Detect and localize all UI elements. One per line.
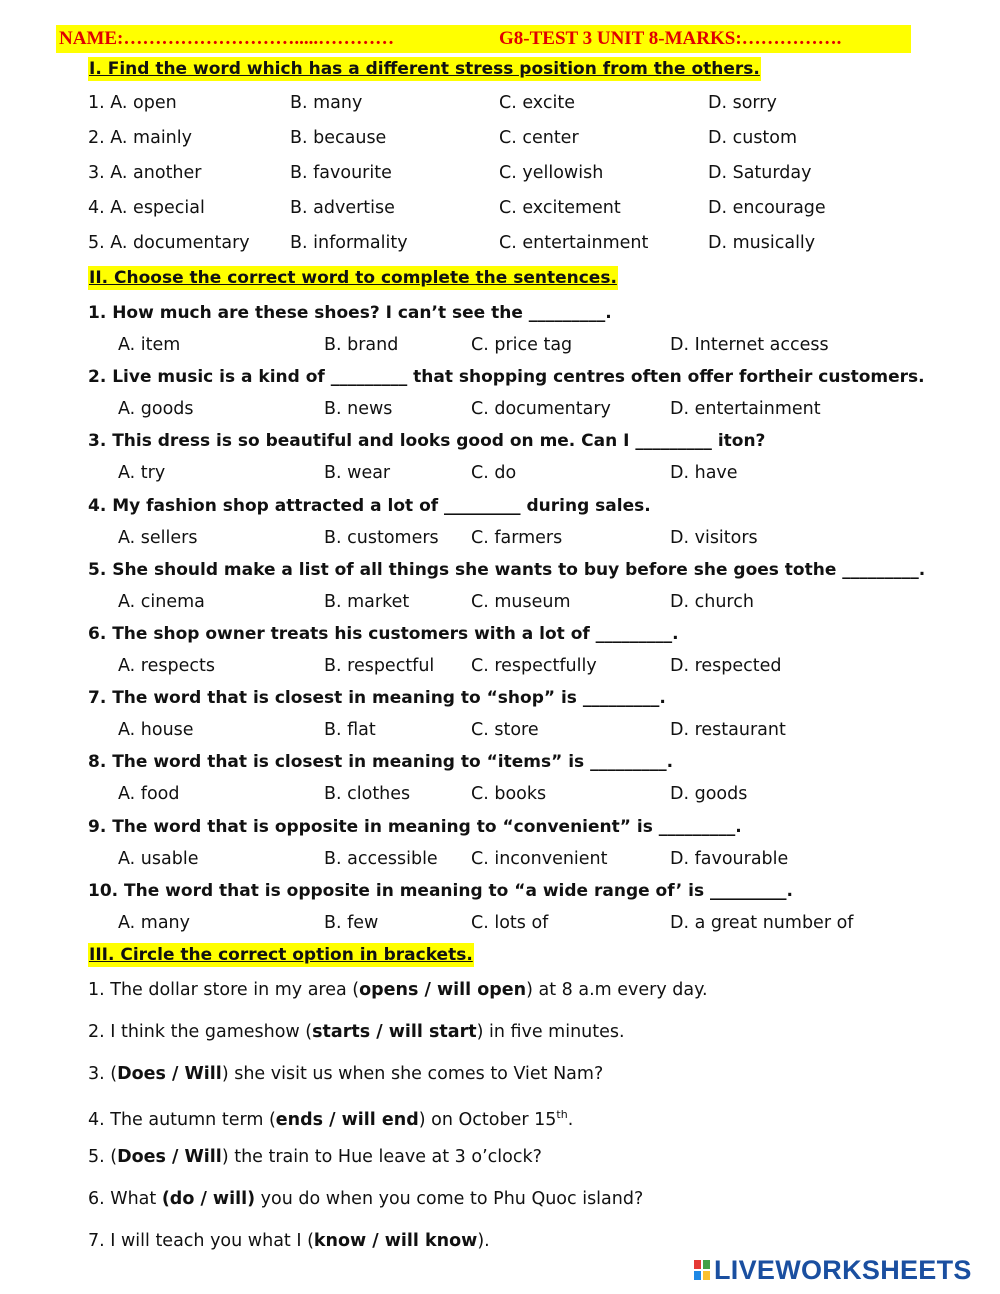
answer-option-c[interactable]: C. books xyxy=(471,784,547,805)
stress-option-a[interactable]: 5. A. documentary xyxy=(88,233,250,253)
answer-option-c[interactable]: C. documentary xyxy=(471,399,611,420)
logo-text: LIVEWORKSHEETS xyxy=(714,1254,972,1285)
answer-option-a[interactable]: A. usable xyxy=(118,848,199,869)
circle-item xyxy=(88,1060,603,1088)
stress-option-a[interactable]: 4. A. especial xyxy=(88,198,205,218)
answer-options xyxy=(0,780,1000,808)
answer-option-c[interactable]: C. respectfully xyxy=(471,656,597,676)
answer-options xyxy=(0,909,1000,937)
stress-option-d[interactable]: D. custom xyxy=(708,128,798,148)
stress-row xyxy=(0,158,1000,188)
question-text: 5. She should make a list of all things she wants to buy before she goes tothe _________. xyxy=(88,559,926,580)
answer-option-b[interactable]: B. market xyxy=(324,591,410,612)
header-bar xyxy=(56,25,911,53)
answer-options xyxy=(0,331,1000,359)
stress-option-d[interactable]: D. sorry xyxy=(708,93,777,113)
question-text: 1. How much are these shoes? I can’t see the _________. xyxy=(88,303,612,323)
question-text: 2. Live music is a kind of _________ that shopping centres often offer fortheir customers. xyxy=(88,367,925,388)
circle-item-text: 2. I think the gameshow ( xyxy=(88,1021,313,1042)
answer-option-d[interactable]: D. Internet access xyxy=(670,335,829,355)
answer-options xyxy=(0,845,1000,873)
logo-square xyxy=(693,1259,702,1270)
stress-option-c[interactable]: C. entertainment xyxy=(499,233,649,253)
answer-options xyxy=(0,524,1000,552)
ordinal-suffix: th xyxy=(556,1108,568,1122)
stress-option-c[interactable]: C. center xyxy=(499,128,579,148)
circle-item-text: ) on October 15 xyxy=(418,1110,557,1131)
logo-grid-icon xyxy=(693,1259,711,1281)
answer-options xyxy=(0,588,1000,616)
answer-option-d[interactable]: D. favourable xyxy=(670,848,789,869)
test-title: G8-TEST 3 UNIT 8-MARKS:……………. xyxy=(499,28,842,49)
answer-option-d[interactable]: D. church xyxy=(670,591,754,612)
circle-item-text: 5. ( xyxy=(88,1147,118,1168)
logo-square xyxy=(702,1270,711,1281)
answer-option-c[interactable]: C. store xyxy=(471,720,539,741)
circle-options[interactable]: know / will know xyxy=(313,1230,478,1251)
answer-option-a[interactable]: A. item xyxy=(118,335,181,355)
stress-option-a[interactable]: 1. A. open xyxy=(88,93,177,113)
question-text: 8. The word that is closest in meaning to “items” is _________. xyxy=(88,752,674,773)
stress-option-b[interactable]: B. favourite xyxy=(290,163,392,183)
logo-square xyxy=(702,1259,711,1270)
answer-option-b[interactable]: B. accessible xyxy=(324,848,438,869)
answer-options xyxy=(0,459,1000,487)
circle-item-text: 7. I will teach you what I ( xyxy=(88,1230,314,1251)
name-field-label: NAME:……………………….....………… xyxy=(59,28,395,49)
answer-option-a[interactable]: A. cinema xyxy=(118,591,205,612)
circle-item-text: you do when you come to Phu Quoc island? xyxy=(255,1189,644,1209)
circle-item xyxy=(88,1227,490,1255)
stress-option-d[interactable]: D. encourage xyxy=(708,198,826,218)
circle-options[interactable]: ends / will end xyxy=(275,1110,419,1131)
answer-option-c[interactable]: C. price tag xyxy=(471,335,573,355)
stress-option-a[interactable]: 3. A. another xyxy=(88,163,202,183)
question-text: 7. The word that is closest in meaning to “shop” is _________. xyxy=(88,688,666,709)
stress-option-b[interactable]: B. many xyxy=(290,93,363,113)
circle-item-text: ). xyxy=(477,1230,490,1251)
answer-option-d[interactable]: D. respected xyxy=(670,656,782,676)
stress-row xyxy=(0,88,1000,118)
answer-option-c[interactable]: C. museum xyxy=(471,591,571,612)
stress-option-d[interactable]: D. Saturday xyxy=(708,163,812,183)
circle-item-text: 3. ( xyxy=(88,1063,118,1084)
answer-option-b[interactable]: B. respectful xyxy=(324,656,435,676)
answer-option-a[interactable]: A. goods xyxy=(118,399,194,420)
answer-options xyxy=(0,652,1000,680)
question-text: 9. The word that is opposite in meaning to “convenient” is _________. xyxy=(88,816,742,837)
circle-options[interactable]: Does / Will xyxy=(117,1147,222,1168)
answer-option-b[interactable]: B. news xyxy=(324,399,393,420)
circle-item-text: ) at 8 a.m every day. xyxy=(526,980,708,1000)
answer-option-d[interactable]: D. a great number of xyxy=(670,912,854,933)
answer-options xyxy=(0,395,1000,423)
stress-option-b[interactable]: B. advertise xyxy=(290,198,395,218)
answer-option-a[interactable]: A. sellers xyxy=(118,527,198,548)
answer-option-d[interactable]: D. have xyxy=(670,463,738,484)
circle-item xyxy=(88,976,708,1004)
answer-option-a[interactable]: A. food xyxy=(118,784,180,805)
question-text: 3. This dress is so beautiful and looks good on me. Can I _________ iton? xyxy=(88,431,766,452)
answer-option-a[interactable]: A. house xyxy=(118,720,194,741)
section-1-title: I. Find the word which has a different stress position from the others. xyxy=(89,59,760,79)
stress-option-c[interactable]: C. yellowish xyxy=(499,163,604,183)
stress-row xyxy=(0,228,1000,258)
circle-options[interactable]: (do / will) xyxy=(161,1189,256,1209)
circle-item-text: ) the train to Hue leave at 3 o’clock? xyxy=(221,1147,542,1168)
answer-option-a[interactable]: A. try xyxy=(118,463,166,484)
section-2-title: II. Choose the correct word to complete the sentences. xyxy=(89,268,617,288)
stress-option-b[interactable]: B. because xyxy=(290,128,387,148)
answer-option-a[interactable]: A. respects xyxy=(118,656,215,676)
answer-option-d[interactable]: D. visitors xyxy=(670,527,758,548)
question-text: 6. The shop owner treats his customers with a lot of _________. xyxy=(88,624,679,644)
stress-row xyxy=(0,193,1000,223)
answer-option-b[interactable]: B. wear xyxy=(324,463,391,484)
section-3-title: III. Circle the correct option in brackets. xyxy=(89,945,473,965)
circle-item-text: ) she visit us when she comes to Viet Nam? xyxy=(221,1063,604,1084)
answer-option-a[interactable]: A. many xyxy=(118,912,191,933)
answer-option-d[interactable]: D. goods xyxy=(670,784,748,805)
answer-option-c[interactable]: C. inconvenient xyxy=(471,848,608,869)
stress-option-b[interactable]: B. informality xyxy=(290,233,408,253)
circle-item-text: . xyxy=(567,1110,574,1131)
answer-option-b[interactable]: B. brand xyxy=(324,335,399,355)
circle-item-text: ) in five minutes. xyxy=(476,1021,625,1042)
answer-option-d[interactable]: D. entertainment xyxy=(670,399,821,420)
stress-option-c[interactable]: C. excite xyxy=(499,93,575,113)
answer-option-b[interactable]: B. clothes xyxy=(324,784,411,805)
stress-option-c[interactable]: C. excitement xyxy=(499,198,621,218)
circle-item-text: 1. The dollar store in my area ( xyxy=(88,980,360,1000)
circle-item xyxy=(88,1101,573,1134)
circle-item-text: 4. The autumn term ( xyxy=(88,1110,276,1131)
answer-option-d[interactable]: D. restaurant xyxy=(670,720,786,741)
answer-option-c[interactable]: C. do xyxy=(471,463,517,484)
circle-item-text: 6. What xyxy=(88,1189,162,1209)
circle-item xyxy=(88,1143,542,1171)
answer-option-b[interactable]: B. customers xyxy=(324,527,439,548)
stress-option-d[interactable]: D. musically xyxy=(708,233,816,253)
circle-item xyxy=(88,1185,643,1213)
question-text: 10. The word that is opposite in meaning to “a wide range of’ is _________. xyxy=(88,880,794,901)
answer-option-b[interactable]: B. few xyxy=(324,912,379,933)
circle-options[interactable]: opens / will open xyxy=(359,980,527,1000)
circle-options[interactable]: starts / will start xyxy=(312,1021,477,1042)
logo-square xyxy=(693,1270,702,1281)
answer-options xyxy=(0,716,1000,744)
circle-options[interactable]: Does / Will xyxy=(117,1063,222,1084)
answer-option-c[interactable]: C. lots of xyxy=(471,912,549,933)
circle-item xyxy=(88,1018,625,1046)
liveworksheets-logo xyxy=(693,1255,972,1285)
answer-option-b[interactable]: B. flat xyxy=(324,720,376,741)
question-text: 4. My fashion shop attracted a lot of _________ during sales. xyxy=(88,495,651,516)
stress-row xyxy=(0,123,1000,153)
answer-option-c[interactable]: C. farmers xyxy=(471,527,563,548)
stress-option-a[interactable]: 2. A. mainly xyxy=(88,128,192,148)
